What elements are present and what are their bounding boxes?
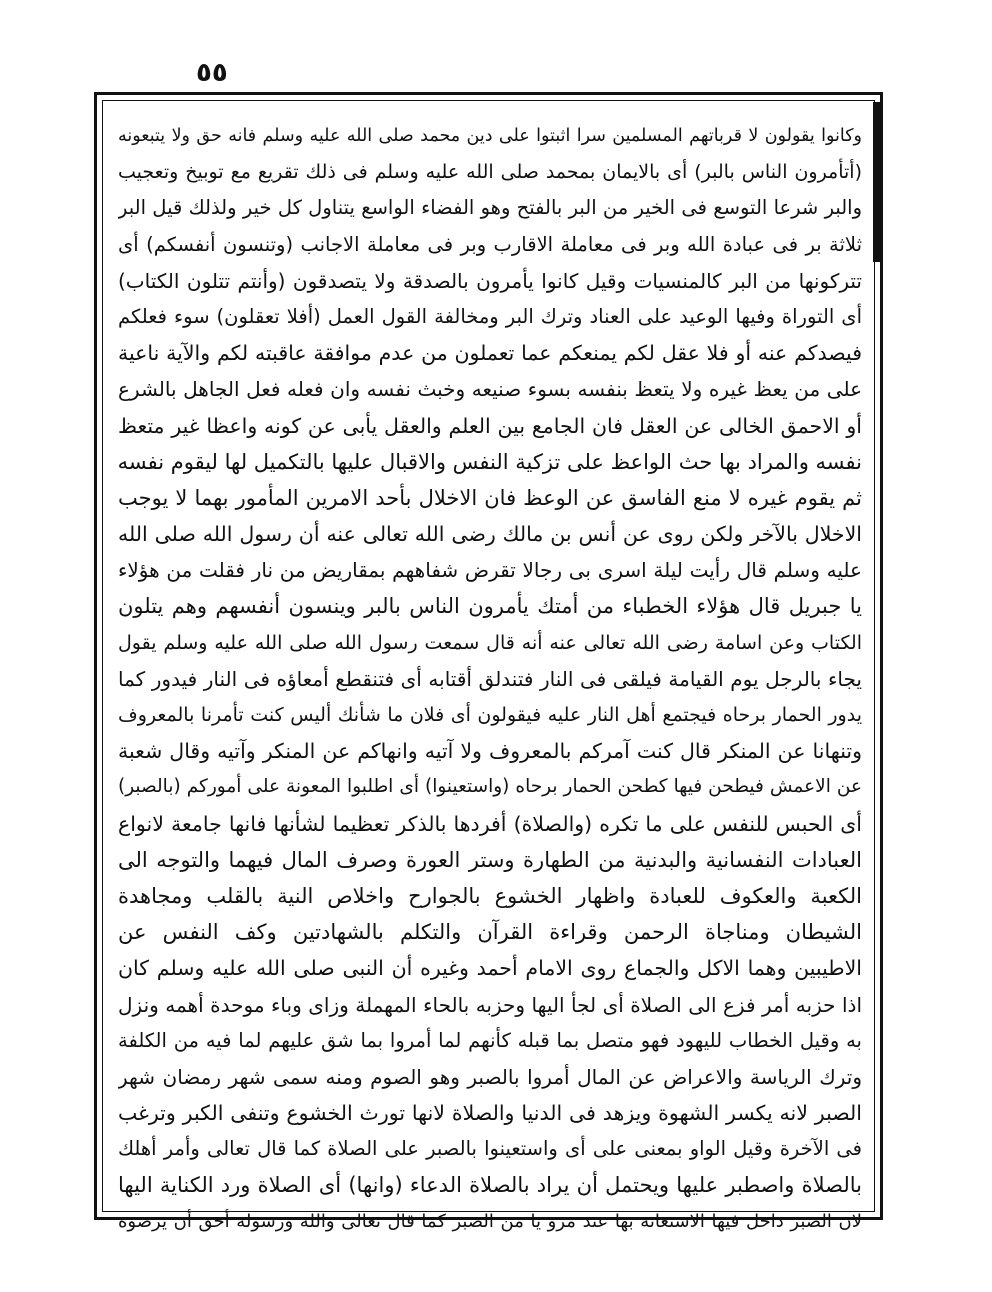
text-line: (أتأمرون الناس بالبر) أى بالايمان بمحمد صلى الله عليه وسلم فى ذلك تقريع مع توبيخ وتعجيب [118, 161, 862, 184]
text-line: الصبر لانه يكسر الشهوة ويزهد فى الدنيا والصلاة لانها تورث الخشوع وتنفى الكبر وترغب [118, 1101, 862, 1126]
text-line: وتنهانا عن المنكر قال كنت آمركم بالمعروف ولا آتيه وانهاكم عن المنكر وآتيه وقال شعبة [118, 739, 862, 764]
text-line: اذا حزبه أمر فزع الى الصلاة أى لجأ اليها وحزبه بالحاء المهملة وزاى وباء موحدة أهمه ونزل [118, 992, 862, 1017]
text-line: تتركونها من البر كالمنسيات وقيل كانوا يأمرون بالصدقة ولا يتصدقون (وأنتم تتلون الكتاب) [118, 268, 862, 293]
text-line: والبر شرعا التوسع فى الخير من البر بالفتح وهو الفضاء الواسع يتناول كل خير ولذلك قيل البر [118, 196, 862, 220]
text-line: الاخلال بالآخر ولكن روى عن أنس بن مالك رضى الله تعالى عنه أن رسول الله صلى الله [118, 522, 862, 547]
text-line: فيصدكم عنه أو فلا عقل لكم يمنعكم عما تعملون من عدم موافقة عاقبته لكم والآية ناعية [118, 341, 862, 366]
text-line: الاطيبين وهما الاكل والجماع روى الامام أحمد وغيره أن النبى صلى الله عليه وسلم كان [118, 956, 862, 981]
text-line: ثم يقوم غيره لا منع الفاسق عن الوعظ فان الاخلال بأحد الامرين المأمور بهما لا يوجب [118, 485, 862, 510]
text-line: أى الحبس للنفس على ما تكره (والصلاة) أفردها بالذكر تعظيما لشأنها فانها جامعة لانواع [118, 811, 862, 836]
text-line: الكتاب وعن اسامة رضى الله تعالى عنه أنه قال سمعت رسول الله صلى الله عليه وسلم يقول [118, 631, 862, 654]
text-line: وترك الرياسة والاعراض عن المال أمروا بالصبر وهو الصوم ومنه سمى شهر رمضان شهر [118, 1064, 862, 1089]
text-line: يا جبريل قال هؤلاء الخطباء من أمتك يأمرون الناس بالبر وينسون أنفسهم وهم يتلون [118, 594, 862, 619]
margin-rule [873, 102, 881, 262]
text-line: يدور الحمار برحاه فيجتمع أهل النار عليه فيقولون أى فلان ما شأنك أليس كنت تأمرنا بالمعروف [118, 704, 862, 726]
text-line: عليه وسلم قال رأيت ليلة اسرى بى رجالا تقرض شفاههم بمقاريض من نار فقلت من هؤلاء [118, 558, 862, 583]
text-body [118, 118, 862, 1240]
text-line: أى التوراة وفيها الوعيد على العناد وترك البر ومخالفة القول العمل (أفلا تعقلون) سوء فعلكم [118, 304, 862, 328]
text-line: عن الاعمش فيطحن فيها كطحن الحمار برحاه (واستعينوا) أى اطلبوا المعونة على أموركم (بالصبر) [118, 776, 862, 798]
text-line: فى الآخرة وقيل الواو بمعنى على أى واستعينوا بالصبر على الصلاة كما قال تعالى وأمر أهلك [118, 1137, 862, 1161]
text-line: الشيطان ومناجاة الرحمن وقراءة القرآن والتكلم بالشهادتين وكف النفس عن [118, 920, 862, 945]
text-line: نفسه والمراد بها حث الواعظ على تزكية النفس والاقبال عليها بالتكميل لها ليقوم نفسه [118, 449, 862, 474]
page-number: ٥٥ [196, 58, 228, 88]
text-line: العبادات النفسانية والبدنية من الطهارة وستر العورة وصرف المال فيهما والتوجه الى [118, 847, 862, 872]
text-line: أو الاحمق الخالى عن العقل فان الجامع بين العلم والعقل يأبى عن كونه واعظا غير متعظ [118, 413, 862, 438]
text-line: بالصلاة واصطبر عليها ويحتمل أن يراد بالصلاة الدعاء (وانها) أى الصلاة ورد الكناية اليها [118, 1173, 862, 1198]
text-line: الكعبة والعكوف للعبادة واظهار الخشوع بالجوارح واخلاص النية بالقلب ومجاهدة [118, 883, 862, 908]
text-line: به وقيل الخطاب لليهود فهو متصل بما قبله كأنهم لما أمروا بما شق عليهم لما فيه من الكلفة [118, 1028, 862, 1052]
text-line: يجاء بالرجل يوم القيامة فيلقى فى النار فتندلق أقتابه أى فتنقطع أمعاؤه فى النار فيدور كما [118, 666, 862, 691]
text-line: على من يعظ غيره ولا يتعظ بنفسه بسوء صنيعه وخبث نفسه وان فعله فعل الجاهل بالشرع [118, 377, 862, 402]
text-line: ثلاثة بر فى عبادة الله وبر فى معاملة الاقارب وبر فى معاملة الاجانب (وتنسون أنفسكم) أى [118, 232, 862, 256]
text-line: لان الصبر داخل فيها الاستعانة بها عند مرو يا من الصبر كما قال تعالى والله ورسوله أحق أن يرضوه [118, 1210, 862, 1232]
text-line: وكانوا يقولون لا قرباتهم المسلمين سرا اثبتوا على دين محمد صلى الله عليه وسلم فانه حق ولا يتبعونه [118, 126, 862, 146]
